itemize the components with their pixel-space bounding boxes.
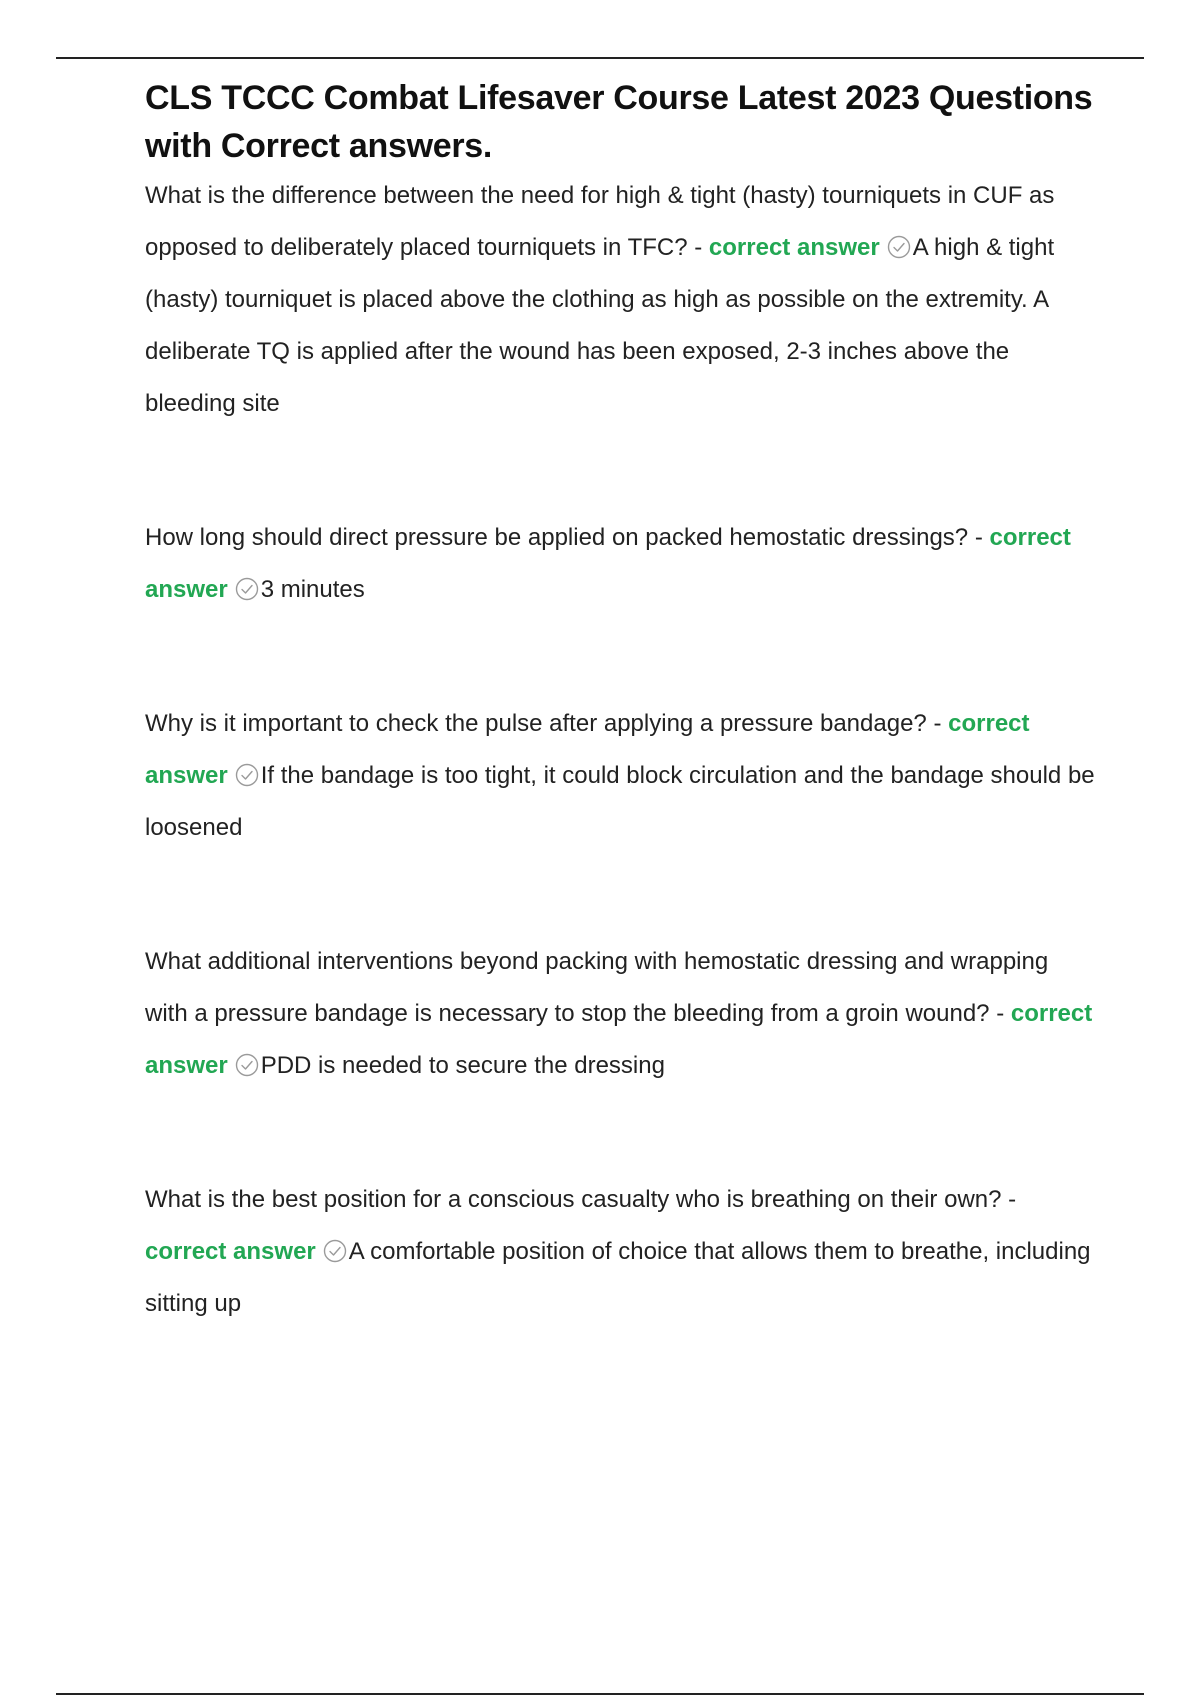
correct-answer-label: correct answer	[145, 710, 1030, 789]
check-circle-icon	[234, 576, 260, 602]
check-circle-icon	[886, 234, 912, 260]
qa-item	[145, 170, 1095, 430]
question-text: What is the best position for a conscious casualty who is breathing on their own?	[145, 1186, 1002, 1213]
qa-list	[145, 170, 1095, 1330]
answer-text: A comfortable position of choice that allows them to breathe, including sitting up	[145, 1238, 1091, 1317]
separator: -	[694, 234, 703, 261]
question-text: What is the difference between the need for high & tight (hasty) tourniquets in CUF as opposed to deliberately placed tourniquets in TFC?	[145, 182, 1055, 261]
separator: -	[1008, 1186, 1017, 1213]
separator: -	[933, 710, 942, 737]
correct-answer-label: correct answer	[708, 234, 880, 261]
correct-answer-label: correct answer	[145, 524, 1071, 603]
correct-answer-label: correct answer	[145, 1238, 316, 1265]
document-body	[145, 74, 1095, 1330]
answer-text: A high & tight (hasty) tourniquet is placed above the clothing as high as possible on the extremity. A deliberate TQ is applied after the wound has been exposed, 2-3 inches above the bleeding site	[145, 234, 1055, 417]
top-rule	[56, 57, 1144, 59]
question-text: What additional interventions beyond packing with hemostatic dressing and wrapping with a pressure bandage is necessary to stop the bleeding from a groin wound?	[145, 948, 1049, 1027]
question-text: How long should direct pressure be applied on packed hemostatic dressings?	[145, 524, 969, 551]
answer-text: If the bandage is too tight, it could block circulation and the bandage should be loosened	[145, 762, 1095, 841]
check-circle-icon	[234, 762, 260, 788]
check-circle-icon	[234, 1052, 260, 1078]
bottom-rule	[56, 1693, 1144, 1695]
answer-text: 3 minutes	[260, 576, 365, 603]
qa-item	[145, 698, 1095, 854]
check-circle-icon	[322, 1238, 348, 1264]
qa-item	[145, 1174, 1095, 1330]
correct-answer-label: correct answer	[145, 1000, 1093, 1079]
document-title: CLS TCCC Combat Lifesaver Course Latest 2023 Questions with Correct answers.	[145, 79, 1093, 165]
separator: -	[974, 524, 983, 551]
separator: -	[996, 1000, 1005, 1027]
qa-item	[145, 512, 1095, 616]
answer-text: PDD is needed to secure the dressing	[260, 1052, 665, 1079]
question-text: Why is it important to check the pulse after applying a pressure bandage?	[145, 710, 927, 737]
qa-item	[145, 936, 1095, 1092]
